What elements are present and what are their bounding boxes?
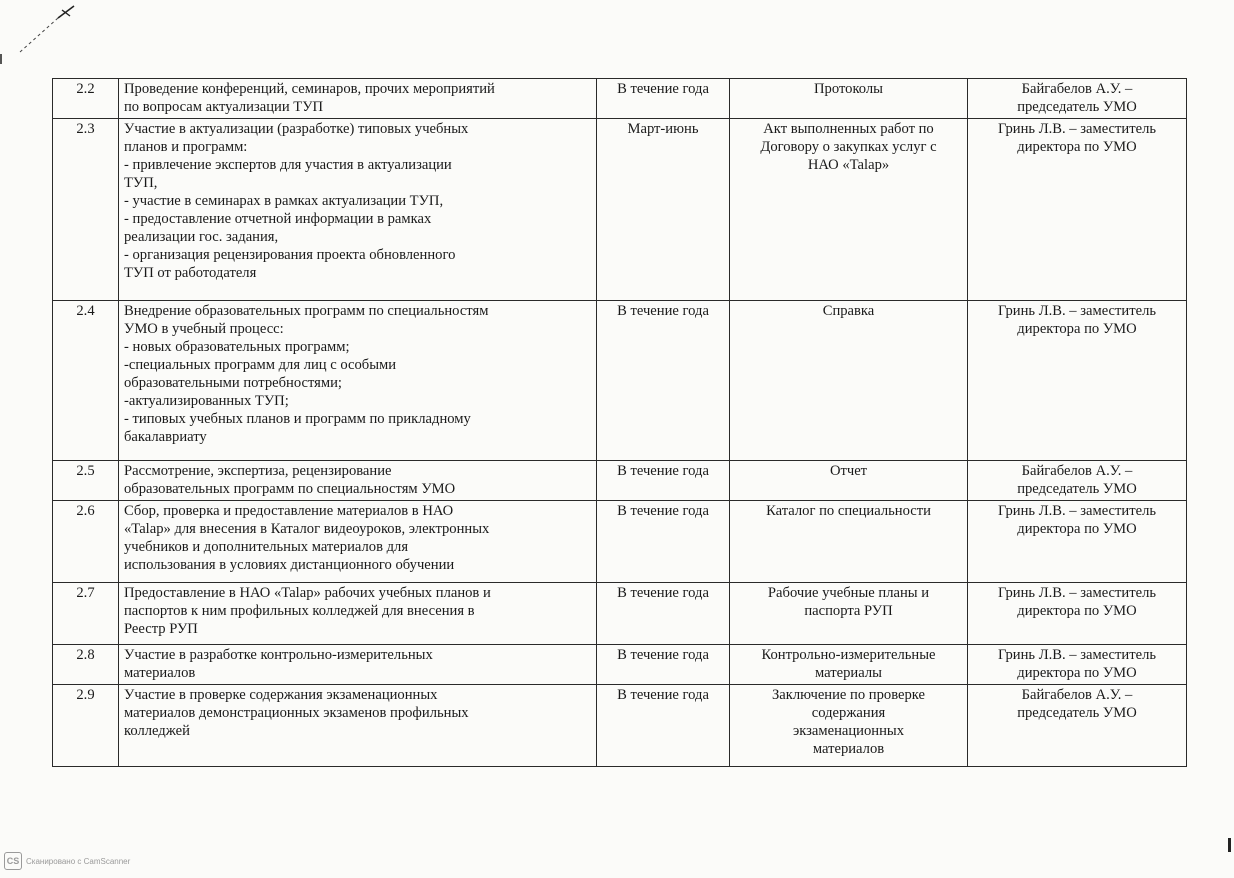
responsible-person-line: директора по УМО	[1017, 665, 1137, 681]
item-number: 2.5	[53, 461, 119, 501]
responsible-person-line: Гринь Л.В. – заместитель	[997, 647, 1157, 663]
task-description-line: паспортов к ним профильных колледжей для внесения в	[124, 603, 475, 619]
task-description	[119, 79, 597, 119]
task-description-line: использования в условиях дистанционного обучении	[124, 557, 455, 573]
deadline: В течение года	[597, 645, 730, 685]
task-description-line: образовательными потребностями;	[124, 375, 342, 391]
item-number: 2.9	[53, 685, 119, 767]
completion-form-line: Отчет	[829, 463, 868, 479]
completion-form-line: содержания	[811, 705, 886, 721]
completion-form-line: материалы	[815, 665, 882, 681]
task-description-line: Проведение конференций, семинаров, прочих мероприятий	[124, 81, 495, 97]
task-description	[119, 501, 597, 583]
task-description-line: образовательных программ по специальностям УМО	[124, 481, 456, 497]
completion-form	[730, 685, 968, 767]
completion-form	[730, 461, 968, 501]
table-row	[53, 501, 1187, 583]
completion-form	[730, 301, 968, 461]
table-row	[53, 583, 1187, 645]
completion-form	[730, 79, 968, 119]
completion-form-line: экзаменационных	[792, 723, 905, 739]
completion-form-line: Договору о закупках услуг с	[760, 139, 937, 155]
task-description-line: Предоставление в НАО «Talap» рабочих учебных планов и	[124, 585, 491, 601]
task-description-line: Реестр РУП	[124, 621, 198, 637]
responsible-person	[968, 685, 1187, 767]
completion-form	[730, 119, 968, 301]
plan-table-body	[53, 79, 1187, 767]
task-description-line: реализации гос. задания,	[124, 229, 279, 245]
task-description-line: Участие в разработке контрольно-измерительных	[124, 647, 433, 663]
task-description-line: - предоставление отчетной информации в рамках	[124, 211, 432, 227]
task-description-line: Участие в актуализации (разработке) типовых учебных	[124, 121, 469, 137]
scan-edge-mark	[1228, 838, 1231, 852]
responsible-person-line: директора по УМО	[1017, 521, 1137, 537]
responsible-person	[968, 461, 1187, 501]
task-description	[119, 461, 597, 501]
task-description	[119, 685, 597, 767]
task-description-line: УМО в учебный процесс:	[124, 321, 284, 337]
task-description-line: - участие в семинарах в рамках актуализации ТУП,	[124, 193, 444, 209]
completion-form-line: Контрольно-измерительные	[761, 647, 936, 663]
responsible-person-line: Гринь Л.В. – заместитель	[997, 121, 1157, 137]
completion-form	[730, 645, 968, 685]
responsible-person-line: председатель УМО	[1017, 99, 1137, 115]
item-number: 2.7	[53, 583, 119, 645]
completion-form-line: паспорта РУП	[804, 603, 893, 619]
deadline: В течение года	[597, 685, 730, 767]
task-description-line: ТУП,	[124, 175, 158, 191]
task-description	[119, 119, 597, 301]
responsible-person-line: Байгабелов А.У. –	[1021, 687, 1133, 703]
task-description-line: Внедрение образовательных программ по специальностям	[124, 303, 489, 319]
responsible-person-line: директора по УМО	[1017, 139, 1137, 155]
completion-form-line: Заключение по проверке	[771, 687, 925, 703]
item-number: 2.6	[53, 501, 119, 583]
task-description-line: - привлечение экспертов для участия в актуализации	[124, 157, 452, 173]
item-number: 2.4	[53, 301, 119, 461]
task-description-line: Сбор, проверка и предоставление материалов в НАО	[124, 503, 454, 519]
deadline: В течение года	[597, 79, 730, 119]
item-number: 2.2	[53, 79, 119, 119]
camscanner-logo-icon: CS	[4, 852, 22, 870]
task-description-line: -актуализированных ТУП;	[124, 393, 289, 409]
task-description-line: планов и программ:	[124, 139, 248, 155]
task-description-line: колледжей	[124, 723, 190, 739]
table-row	[53, 119, 1187, 301]
completion-form-line: НАО «Talap»	[807, 157, 890, 173]
table-row	[53, 645, 1187, 685]
responsible-person	[968, 79, 1187, 119]
responsible-person	[968, 501, 1187, 583]
completion-form-line: Акт выполненных работ по	[763, 121, 934, 137]
responsible-person-line: директора по УМО	[1017, 321, 1137, 337]
task-description	[119, 583, 597, 645]
task-description-line: материалов демонстрационных экзаменов профильных	[124, 705, 469, 721]
task-description-line: - новых образовательных программ;	[124, 339, 350, 355]
table-row	[53, 301, 1187, 461]
responsible-person	[968, 119, 1187, 301]
task-description-line: - организация рецензирования проекта обновленного	[124, 247, 456, 263]
responsible-person-line: Гринь Л.В. – заместитель	[997, 585, 1157, 601]
plan-table	[52, 78, 1187, 767]
completion-form-line: Каталог по специальности	[766, 503, 931, 519]
responsible-person	[968, 645, 1187, 685]
completion-form	[730, 583, 968, 645]
task-description-line: по вопросам актуализации ТУП	[124, 99, 324, 115]
table-row	[53, 461, 1187, 501]
task-description	[119, 645, 597, 685]
pen-stroke-mark	[18, 4, 78, 54]
task-description-line: Участие в проверке содержания экзаменационных	[124, 687, 438, 703]
responsible-person-line: Гринь Л.В. – заместитель	[997, 503, 1157, 519]
completion-form	[730, 501, 968, 583]
completion-form-line: Протоколы	[814, 81, 883, 97]
scanner-footer-text: Сканировано с CamScanner	[26, 856, 131, 866]
scanner-footer	[4, 852, 130, 870]
responsible-person	[968, 301, 1187, 461]
responsible-person-line: директора по УМО	[1017, 603, 1137, 619]
deadline: В течение года	[597, 301, 730, 461]
table-row	[53, 79, 1187, 119]
responsible-person	[968, 583, 1187, 645]
responsible-person-line: Байгабелов А.У. –	[1021, 81, 1133, 97]
deadline: В течение года	[597, 461, 730, 501]
deadline: В течение года	[597, 583, 730, 645]
task-description	[119, 301, 597, 461]
responsible-person-line: Гринь Л.В. – заместитель	[997, 303, 1157, 319]
task-description-line: материалов	[124, 665, 196, 681]
task-description-line: учебников и дополнительных материалов для	[124, 539, 409, 555]
task-description-line: бакалавриату	[124, 429, 207, 445]
task-description-line: -специальных программ для лиц с особыми	[124, 357, 397, 373]
item-number: 2.8	[53, 645, 119, 685]
deadline: В течение года	[597, 501, 730, 583]
table-row	[53, 685, 1187, 767]
item-number: 2.3	[53, 119, 119, 301]
completion-form-line: Рабочие учебные планы и	[767, 585, 930, 601]
scan-edge-mark	[0, 54, 2, 64]
completion-form-line: материалов	[812, 741, 885, 757]
task-description-line: Рассмотрение, экспертиза, рецензирование	[124, 463, 392, 479]
completion-form-line: Справка	[822, 303, 875, 319]
responsible-person-line: Байгабелов А.У. –	[1021, 463, 1133, 479]
responsible-person-line: председатель УМО	[1017, 481, 1137, 497]
deadline: Март-июнь	[597, 119, 730, 301]
responsible-person-line: председатель УМО	[1017, 705, 1137, 721]
task-description-line: - типовых учебных планов и программ по прикладному	[124, 411, 471, 427]
task-description-line: ТУП от работодателя	[124, 265, 257, 281]
task-description-line: «Talap» для внесения в Каталог видеоуроков, электронных	[124, 521, 490, 537]
